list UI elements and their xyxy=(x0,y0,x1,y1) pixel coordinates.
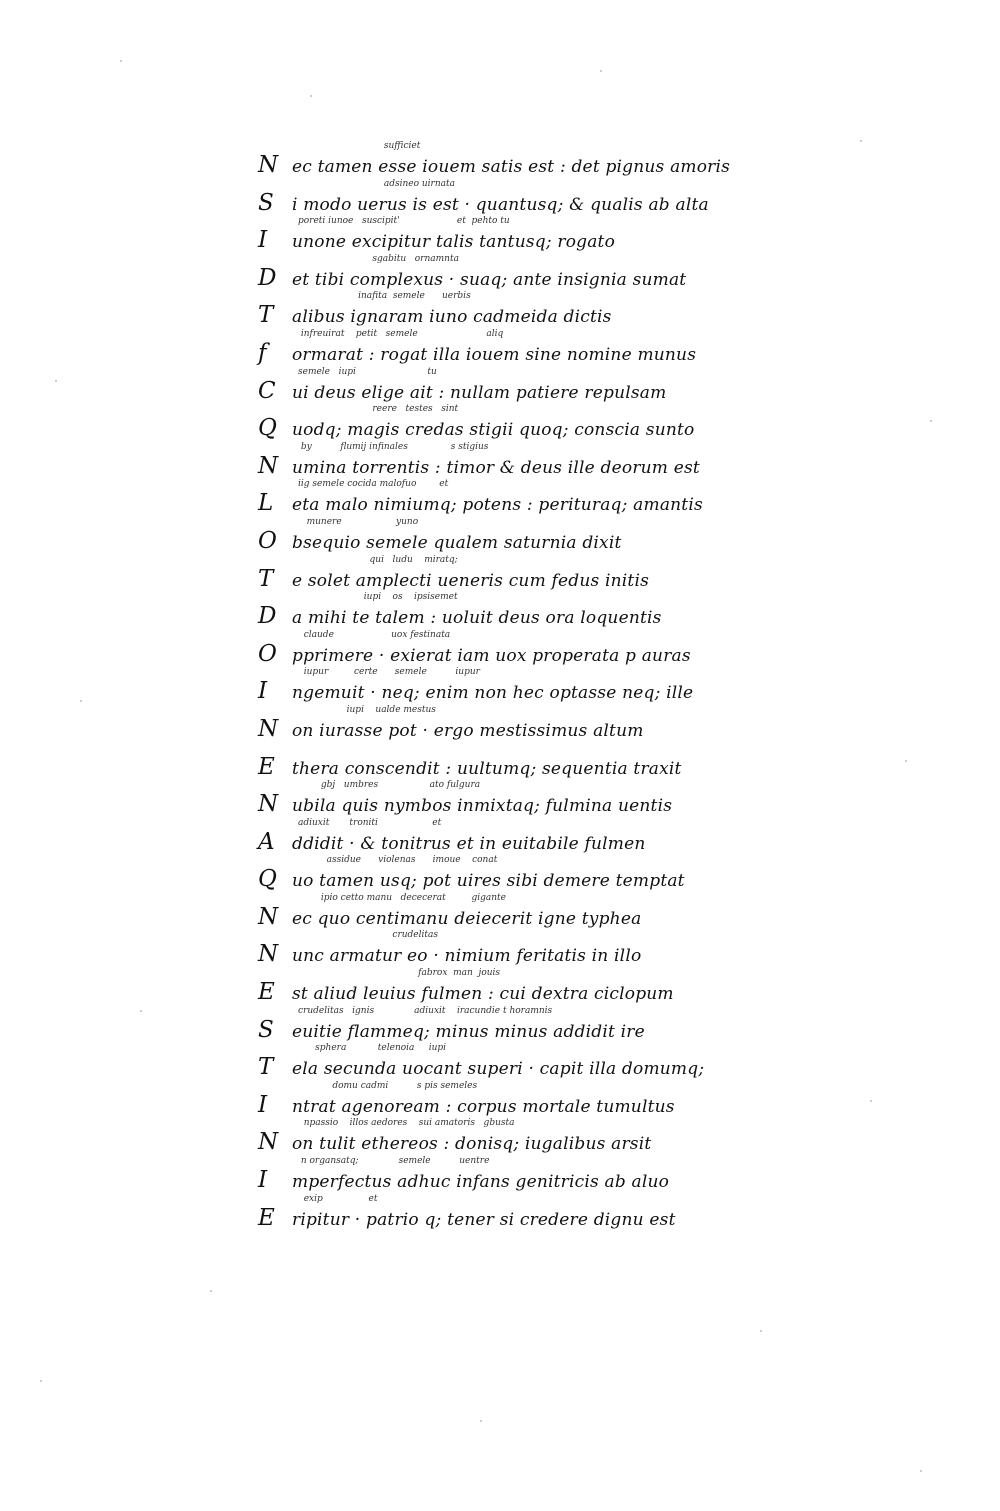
verse-text xyxy=(258,603,662,629)
verse-text xyxy=(258,1167,669,1193)
verse-block xyxy=(258,140,798,1230)
verse-line-text: ntrat agenoream : corpus mortale tumultus xyxy=(292,1096,675,1117)
verse-text xyxy=(258,227,615,253)
initial-letter: E xyxy=(258,753,275,780)
verse-text xyxy=(258,340,696,366)
verse-line-text: on iurasse pot · ergo mestissimus altum xyxy=(292,720,644,741)
initial-letter: I xyxy=(258,678,268,705)
interlinear-gloss: qui ludu miratq; xyxy=(298,554,458,565)
initial-letter: L xyxy=(258,490,274,517)
interlinear-gloss: adiuxit troniti et xyxy=(298,817,442,828)
verse-line-text: ripitur · patrio q; tener si credere dignu est xyxy=(292,1209,676,1230)
verse-line-text: mperfectus adhuc infans genitricis ab aluo xyxy=(292,1172,670,1193)
verse-line xyxy=(258,478,798,516)
initial-letter: N xyxy=(258,152,279,178)
verse-line xyxy=(258,516,798,554)
verse-line-text: i modo uerus is est · quantusq; & qualis ab alta xyxy=(292,194,709,215)
verse-text xyxy=(258,754,682,780)
verse-line-text: a mihi te talem : uoluit deus ora loquentis xyxy=(292,608,662,629)
verse-line xyxy=(258,215,798,253)
verse-line-text: ela secunda uocant superi · capit illa domumq; xyxy=(292,1059,705,1080)
paper-speck xyxy=(310,95,312,97)
verse-line xyxy=(258,554,798,592)
verse-text xyxy=(258,528,622,554)
verse-line xyxy=(258,328,798,366)
verse-text xyxy=(258,1054,704,1080)
verse-line-text: umina torrentis : timor & deus ille deorum est xyxy=(292,457,700,478)
verse-line-text: eta malo nimiumq; potens : perituraq; amantis xyxy=(292,495,703,516)
verse-text xyxy=(258,1205,676,1231)
initial-letter: O xyxy=(258,527,277,554)
verse-line xyxy=(258,629,798,667)
interlinear-gloss: exip et xyxy=(298,1193,378,1204)
verse-line xyxy=(258,1117,798,1155)
paper-speck xyxy=(140,1010,142,1012)
verse-line-text: ec quo centimanu deiecerit igne typhea xyxy=(292,908,642,929)
verse-line xyxy=(258,742,798,780)
verse-line xyxy=(258,666,798,704)
initial-letter: A xyxy=(258,828,275,855)
verse-line xyxy=(258,704,798,742)
verse-line xyxy=(258,1155,798,1193)
paper-speck xyxy=(860,140,862,142)
paper-speck xyxy=(40,1380,42,1382)
verse-line-text: ngemuit · neq; enim non hec optasse neq; ille xyxy=(292,683,694,704)
verse-line-text: euitie flammeq; minus minus addidit ire xyxy=(292,1021,645,1042)
verse-line xyxy=(258,779,798,817)
verse-line xyxy=(258,1080,798,1118)
initial-letter: N xyxy=(258,903,279,930)
initial-letter: S xyxy=(258,1016,274,1043)
verse-line xyxy=(258,366,798,404)
verse-text xyxy=(258,152,730,178)
verse-text xyxy=(258,190,709,216)
verse-text xyxy=(258,941,641,967)
verse-text xyxy=(258,1092,675,1118)
initial-letter: T xyxy=(258,565,274,592)
verse-line xyxy=(258,854,798,892)
initial-letter: Q xyxy=(258,415,277,442)
verse-line-text: uodq; magis credas stigii quoq; conscia sunto xyxy=(292,420,695,441)
verse-line-text: e solet amplecti ueneris cum fedus initis xyxy=(292,570,650,591)
verse-line xyxy=(258,1193,798,1231)
initial-letter: O xyxy=(258,640,277,667)
verse-line-text: unone excipitur talis tantusq; rogato xyxy=(292,232,616,253)
interlinear-gloss: sgabitu ornamnta xyxy=(298,253,459,264)
interlinear-gloss: iupur certe semele iupur xyxy=(298,667,480,678)
verse-text xyxy=(258,302,612,328)
initial-letter: N xyxy=(258,1129,279,1156)
interlinear-gloss: domu cadmi s pis semeles xyxy=(298,1080,478,1091)
verse-text xyxy=(258,378,666,404)
initial-letter: Q xyxy=(258,866,277,893)
initial-letter: N xyxy=(258,791,279,818)
verse-text xyxy=(258,979,674,1005)
verse-line xyxy=(258,591,798,629)
verse-line-text: ui deus elige ait : nullam patiere repulsam xyxy=(292,382,667,403)
interlinear-gloss: infreuirat petit semele aliq xyxy=(298,328,504,339)
initial-letter: D xyxy=(258,603,277,630)
paper-speck xyxy=(870,1100,872,1102)
interlinear-gloss: crudelitas xyxy=(298,930,438,941)
verse-line-text: bsequio semele qualem saturnia dixit xyxy=(292,532,622,553)
interlinear-gloss: npassio illos aedores sui amatoris gbusta xyxy=(298,1118,515,1129)
initial-letter: T xyxy=(258,1054,274,1081)
verse-text xyxy=(258,490,703,516)
initial-letter: f xyxy=(258,339,267,366)
verse-line-text: et tibi complexus · suaq; ante insignia sumat xyxy=(292,269,687,290)
verse-line-text: ormarat : rogat illa iouem sine nomine munus xyxy=(292,344,697,365)
verse-text xyxy=(258,829,646,855)
initial-letter: I xyxy=(258,1091,268,1118)
interlinear-gloss: sphera telenoia iupi xyxy=(298,1043,447,1054)
initial-letter: C xyxy=(258,377,276,404)
interlinear-gloss: crudelitas ignis adiuxit iracundie t horamnis xyxy=(298,1005,553,1016)
interlinear-gloss: iupi ualde mestus xyxy=(298,704,436,715)
initial-letter: N xyxy=(258,941,279,968)
paper-speck xyxy=(760,1330,762,1332)
initial-letter: E xyxy=(258,979,275,1006)
verse-line xyxy=(258,403,798,441)
initial-letter: I xyxy=(258,227,268,254)
verse-text xyxy=(258,415,694,441)
interlinear-gloss: fabrox man jouis xyxy=(298,968,501,979)
verse-line xyxy=(258,140,798,178)
verse-text xyxy=(258,566,649,592)
interlinear-gloss: reere testes sint xyxy=(298,404,459,415)
verse-text xyxy=(258,791,672,817)
verse-line-text: alibus ignaram iuno cadmeida dictis xyxy=(292,307,612,328)
paper-speck xyxy=(930,420,932,422)
interlinear-gloss: munere yuno xyxy=(298,516,419,527)
verse-text xyxy=(258,716,644,742)
interlinear-gloss: n organsatq; semele uentre xyxy=(298,1156,490,1167)
verse-line xyxy=(258,178,798,216)
verse-text xyxy=(258,453,700,479)
initial-letter: T xyxy=(258,302,274,329)
verse-line xyxy=(258,1005,798,1043)
verse-text xyxy=(258,1017,645,1043)
initial-letter: S xyxy=(258,189,274,216)
interlinear-gloss: by flumij infinales s stigius xyxy=(298,441,489,452)
paper-speck xyxy=(905,760,907,762)
interlinear-gloss: gbj umbres ato fulgura xyxy=(298,780,481,791)
verse-line xyxy=(258,967,798,1005)
verse-text xyxy=(258,265,686,291)
verse-line-text: ec tamen esse iouem satis est : det pignus amoris xyxy=(292,157,731,177)
interlinear-gloss: claude uox festinata xyxy=(298,629,451,640)
verse-line-text: ddidit · & tonitrus et in euitabile fulmen xyxy=(292,833,646,854)
verse-line xyxy=(258,817,798,855)
interlinear-gloss: inafita semele uerbis xyxy=(298,291,471,302)
interlinear-gloss: iupi os ipsisemet xyxy=(298,592,458,603)
verse-line-text: st aliud leuius fulmen : cui dextra ciclopum xyxy=(292,984,674,1005)
verse-line xyxy=(258,290,798,328)
initial-letter: N xyxy=(258,452,279,479)
interlinear-gloss: adsineo uirnata xyxy=(298,178,455,189)
interlinear-gloss: ipio cetto manu dececerat gigante xyxy=(298,892,506,903)
verse-text xyxy=(258,678,693,704)
interlinear-gloss: iig semele cocida malofuo et xyxy=(298,479,449,490)
interlinear-gloss: semele iupi tu xyxy=(298,366,437,377)
verse-line xyxy=(258,929,798,967)
interlinear-gloss: sufficiet xyxy=(298,141,421,151)
paper-speck xyxy=(600,70,602,72)
verse-line-text: unc armatur eo · nimium feritatis in illo xyxy=(292,946,642,967)
initial-letter: E xyxy=(258,1204,275,1231)
verse-text xyxy=(258,866,685,892)
verse-line xyxy=(258,1042,798,1080)
verse-line-text: uo tamen usq; pot uires sibi demere temptat xyxy=(292,871,685,892)
verse-text xyxy=(258,904,641,930)
paper-speck xyxy=(210,1290,212,1292)
verse-line xyxy=(258,253,798,291)
verse-line-text: ubila quis nymbos inmixtaq; fulmina uentis xyxy=(292,796,673,817)
interlinear-gloss: assidue violenas imoue conat xyxy=(298,855,498,866)
initial-letter: D xyxy=(258,264,277,291)
paper-speck xyxy=(480,1420,482,1422)
verse-line xyxy=(258,892,798,930)
verse-text xyxy=(258,641,691,667)
paper-speck xyxy=(120,60,122,62)
verse-line-text: on tulit ethereos : donisq; iugalibus arsit xyxy=(292,1134,652,1155)
paper-speck xyxy=(55,380,57,382)
paper-speck xyxy=(80,700,82,702)
initial-letter: I xyxy=(258,1167,268,1194)
verse-line xyxy=(258,441,798,479)
paper-speck xyxy=(920,1470,922,1472)
interlinear-gloss: poreti iunoe suscipit' et pehto tu xyxy=(298,216,510,227)
verse-text xyxy=(258,1129,651,1155)
initial-letter: N xyxy=(258,715,279,742)
verse-line-text: thera conscendit : uultumq; sequentia traxit xyxy=(292,758,682,779)
verse-line-text: pprimere · exierat iam uox properata p auras xyxy=(292,645,691,666)
